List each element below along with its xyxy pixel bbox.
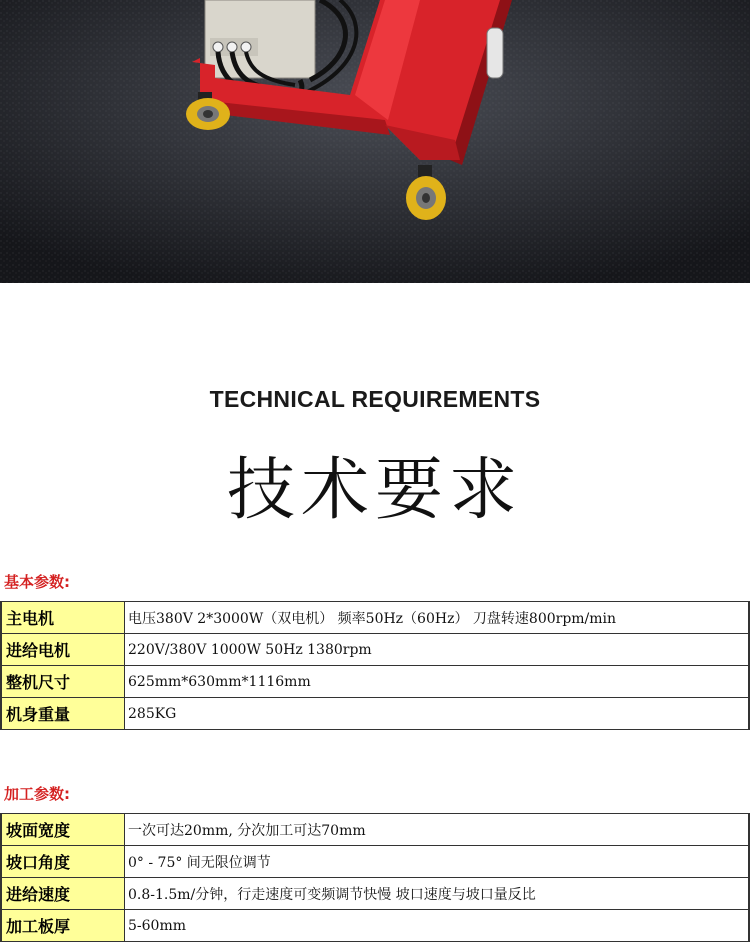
section-label-processing: 加工参数:	[4, 785, 70, 803]
param-key: 进给电机	[1, 634, 125, 666]
param-value: 一次可达20mm, 分次加工可达70mm	[125, 814, 750, 846]
param-value: 0.8-1.5m/分钟，行走速度可变频调节快慢 坡口速度与坡口量反比	[125, 878, 750, 910]
param-key: 机身重量	[1, 698, 125, 730]
param-key: 坡口角度	[1, 846, 125, 878]
table-row	[1, 634, 749, 666]
table-row	[1, 698, 749, 730]
param-key: 主电机	[1, 602, 125, 634]
param-key: 整机尺寸	[1, 666, 125, 698]
heading-english: TECHNICAL REQUIREMENTS	[209, 386, 541, 412]
table-row	[1, 910, 749, 942]
processing-params-table	[0, 813, 750, 942]
param-value: 285KG	[125, 698, 750, 730]
param-value: 电压380V 2*3000W（双电机） 频率50Hz（60Hz） 刀盘转速800rpm/min	[125, 602, 750, 634]
beveling-machine-illustration	[0, 0, 750, 283]
product-photo	[0, 0, 750, 283]
param-value: 625mm*630mm*1116mm	[125, 666, 750, 698]
param-key: 坡面宽度	[1, 814, 125, 846]
section-label-basic: 基本参数:	[4, 573, 70, 591]
table-row	[1, 846, 749, 878]
param-value: 0° - 75° 间无限位调节	[125, 846, 750, 878]
table-row	[1, 878, 749, 910]
basic-params-table	[0, 601, 750, 730]
table-row	[1, 814, 749, 846]
param-key: 加工板厚	[1, 910, 125, 942]
param-value: 5-60mm	[125, 910, 750, 942]
param-key: 进给速度	[1, 878, 125, 910]
param-value: 220V/380V 1000W 50Hz 1380rpm	[125, 634, 750, 666]
table-row	[1, 666, 749, 698]
table-row	[1, 602, 749, 634]
heading-chinese: 技术要求	[226, 451, 523, 530]
